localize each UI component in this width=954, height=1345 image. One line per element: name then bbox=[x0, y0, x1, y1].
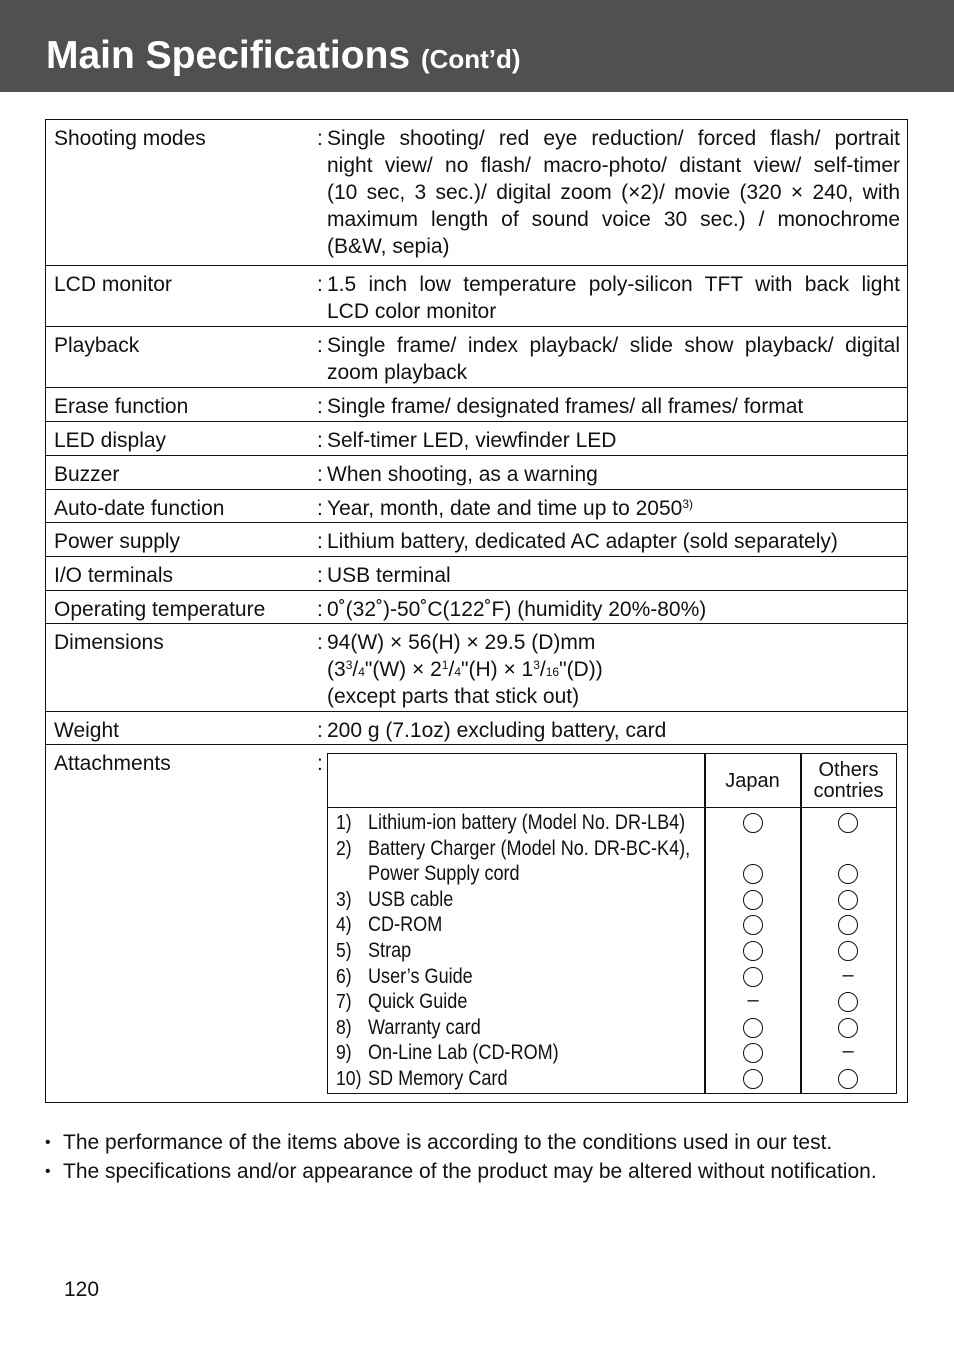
spec-label: Attachments bbox=[54, 752, 171, 775]
spec-colon: : bbox=[317, 564, 323, 587]
spec-value-line: (B&W, sepia) bbox=[327, 235, 450, 258]
japan-availability-mark bbox=[743, 864, 763, 884]
item-name: CD-ROM bbox=[368, 913, 443, 937]
spec-value-line: night view/ no flash/ macro-photo/ distant view/ self-timer bbox=[327, 154, 900, 177]
dim-slash: / bbox=[539, 658, 546, 681]
attachment-item bbox=[328, 836, 896, 862]
japan-availability-mark bbox=[743, 1018, 763, 1038]
item-name: Strap bbox=[368, 939, 412, 962]
item-name: Power Supply cord bbox=[368, 862, 520, 886]
spec-value-text: Year, month, date and time up to 2050 bbox=[327, 497, 683, 520]
japan-availability-mark bbox=[743, 890, 763, 910]
attachment-item bbox=[328, 938, 896, 964]
item-number: 7) bbox=[336, 991, 352, 1014]
dim-slash: / bbox=[448, 658, 455, 681]
note-item bbox=[45, 1128, 908, 1157]
item-number: 10) bbox=[336, 1068, 362, 1090]
spec-colon: : bbox=[317, 127, 323, 150]
footnotes bbox=[45, 1128, 908, 1186]
spec-value-line: Single shooting/ red eye reduction/ forced flash/ portrait bbox=[327, 127, 900, 150]
spec-row-erase-function bbox=[46, 388, 907, 422]
others-availability-mark bbox=[838, 839, 858, 859]
spec-colon: : bbox=[317, 598, 323, 621]
spec-value: When shooting, as a warning bbox=[327, 463, 598, 486]
specifications-table bbox=[45, 119, 908, 1103]
spec-colon: : bbox=[317, 334, 323, 357]
item-name: Lithium-ion battery (Model No. DR-LB4) bbox=[368, 811, 686, 834]
spec-label: Power supply bbox=[54, 530, 181, 553]
item-number: 5) bbox=[336, 940, 352, 962]
spec-value-line: maximum length of sound voice 30 sec.) / monochrome bbox=[327, 208, 900, 231]
spec-label: Buzzer bbox=[54, 463, 120, 486]
spec-value: Single frame/ designated frames/ all frames/ format bbox=[327, 395, 804, 418]
spec-value bbox=[327, 332, 900, 386]
column-header-others: Others contries bbox=[813, 759, 884, 802]
item-name: Quick Guide bbox=[368, 990, 468, 1014]
japan-availability-mark bbox=[743, 813, 763, 833]
item-name: SD Memory Card bbox=[368, 1067, 508, 1090]
item-name: Warranty card bbox=[368, 1015, 481, 1039]
dimensions-inches-line bbox=[327, 656, 900, 683]
item-number: 9) bbox=[336, 1042, 352, 1065]
spec-label: Shooting modes bbox=[54, 127, 206, 150]
spec-colon: : bbox=[317, 429, 323, 452]
dim-slash: / bbox=[352, 658, 359, 681]
japan-availability-mark bbox=[743, 915, 763, 935]
others-availability-mark bbox=[838, 1018, 858, 1038]
attachment-item bbox=[328, 964, 896, 990]
item-name: User’s Guide bbox=[368, 964, 473, 988]
page-number: 120 bbox=[64, 1278, 100, 1301]
japan-availability-mark bbox=[743, 839, 763, 859]
spec-row-power-supply bbox=[46, 523, 907, 557]
dim-text: (3 bbox=[327, 658, 346, 681]
attachment-item bbox=[328, 1015, 896, 1041]
note-text: The specifications and/or appearance of the product may be altered without notification. bbox=[63, 1160, 877, 1183]
spec-value bbox=[327, 495, 900, 522]
japan-availability-mark bbox=[743, 941, 763, 961]
japan-availability-mark bbox=[743, 1069, 763, 1089]
others-availability-mark: – bbox=[842, 963, 854, 986]
spec-row-operating-temperature bbox=[46, 591, 907, 624]
spec-colon: : bbox=[317, 497, 323, 520]
attachment-item bbox=[328, 989, 896, 1015]
dim-text: "(D)) bbox=[559, 658, 603, 681]
others-availability-mark bbox=[838, 941, 858, 961]
others-availability-mark bbox=[838, 864, 858, 884]
spec-label: Dimensions bbox=[54, 631, 164, 654]
spec-colon: : bbox=[317, 395, 323, 418]
dim-denominator: 16 bbox=[545, 665, 560, 679]
spec-value-line: 1.5 inch low temperature poly-silicon TFT with back light bbox=[327, 273, 900, 296]
spec-row-dimensions bbox=[46, 624, 907, 712]
note-item bbox=[45, 1157, 908, 1186]
spec-colon: : bbox=[317, 719, 323, 742]
spec-value: 200 g (7.1oz) excluding battery, card bbox=[327, 719, 667, 742]
item-number: 3) bbox=[336, 888, 352, 911]
japan-availability-mark: – bbox=[747, 989, 759, 1012]
dim-text: "(H) × 1 bbox=[461, 658, 534, 681]
spec-label: I/O terminals bbox=[54, 564, 174, 587]
spec-value bbox=[327, 271, 900, 325]
bullet-icon: • bbox=[45, 1163, 51, 1180]
dim-text: "(W) × 2 bbox=[364, 658, 442, 681]
footnote-ref: 3) bbox=[682, 497, 693, 511]
attachment-item bbox=[328, 887, 896, 913]
spec-row-io-terminals bbox=[46, 557, 907, 591]
item-number: 2) bbox=[336, 837, 352, 860]
others-availability-mark bbox=[838, 890, 858, 910]
spec-value bbox=[327, 629, 900, 710]
dim-numerator: 1 bbox=[441, 658, 449, 672]
spec-value: Self-timer LED, viewfinder LED bbox=[327, 429, 617, 452]
spec-row-weight bbox=[46, 712, 907, 745]
attachment-item bbox=[328, 912, 896, 938]
spec-label: Erase function bbox=[54, 395, 189, 418]
spec-value-line: (except parts that stick out) bbox=[327, 685, 580, 708]
others-availability-mark bbox=[838, 813, 858, 833]
spec-label: LED display bbox=[54, 429, 167, 452]
attachment-item bbox=[328, 1040, 896, 1066]
attachments-header bbox=[328, 754, 896, 808]
spec-value-line: 94(W) × 56(H) × 29.5 (D)mm bbox=[327, 631, 596, 654]
attachment-item bbox=[328, 1066, 896, 1092]
spec-row-attachments bbox=[46, 745, 907, 1102]
spec-label: Operating temperature bbox=[54, 598, 266, 621]
spec-colon: : bbox=[317, 463, 323, 486]
spec-row-shooting-modes bbox=[46, 120, 907, 266]
attachment-item bbox=[328, 861, 896, 887]
spec-row-lcd-monitor bbox=[46, 266, 907, 327]
spec-row-led-display bbox=[46, 422, 907, 456]
bullet-icon: • bbox=[45, 1134, 51, 1151]
spec-label: Weight bbox=[54, 719, 119, 742]
column-header-japan: Japan bbox=[725, 769, 780, 792]
attachments-table bbox=[327, 753, 897, 1094]
title-subtitle: (Cont’d) bbox=[420, 44, 521, 74]
item-name: USB cable bbox=[368, 887, 454, 911]
spec-colon: : bbox=[317, 631, 323, 654]
dim-numerator: 3 bbox=[345, 658, 353, 672]
title-main: Main Specifications bbox=[46, 34, 411, 77]
japan-availability-mark bbox=[743, 1043, 763, 1063]
spec-row-auto-date bbox=[46, 490, 907, 523]
item-number: 1) bbox=[336, 812, 352, 834]
spec-value: USB terminal bbox=[327, 564, 451, 587]
dim-numerator: 3 bbox=[533, 658, 540, 672]
spec-label: LCD monitor bbox=[54, 273, 172, 296]
item-number: 4) bbox=[336, 914, 352, 937]
spec-row-buzzer bbox=[46, 456, 907, 490]
item-number: 8) bbox=[336, 1016, 352, 1039]
japan-availability-mark bbox=[743, 967, 763, 987]
spec-value-line: zoom playback bbox=[327, 361, 468, 384]
spec-colon: : bbox=[317, 752, 323, 775]
others-availability-mark bbox=[838, 915, 858, 935]
item-name: On-Line Lab (CD-ROM) bbox=[368, 1041, 559, 1065]
spec-value-line: LCD color monitor bbox=[327, 300, 497, 323]
others-availability-mark bbox=[838, 992, 858, 1012]
spec-label: Auto-date function bbox=[54, 497, 225, 520]
spec-row-playback bbox=[46, 327, 907, 388]
note-text: The performance of the items above is according to the conditions used in our test. bbox=[63, 1131, 833, 1154]
spec-value bbox=[327, 125, 900, 260]
page-title bbox=[46, 34, 521, 81]
others-availability-mark bbox=[838, 1069, 858, 1089]
spec-label: Playback bbox=[54, 334, 140, 357]
item-number: 6) bbox=[336, 965, 352, 988]
spec-value-line: (10 sec, 3 sec.)/ digital zoom (×2)/ movie (320 × 240, with bbox=[327, 181, 900, 204]
others-availability-mark: – bbox=[842, 1040, 854, 1063]
spec-colon: : bbox=[317, 530, 323, 553]
spec-value-line: Single frame/ index playback/ slide show playback/ digital bbox=[327, 334, 900, 357]
page-header bbox=[0, 0, 954, 92]
spec-value: Lithium battery, dedicated AC adapter (sold separately) bbox=[327, 530, 838, 553]
item-name: Battery Charger (Model No. DR-BC-K4), bbox=[368, 836, 691, 860]
attachment-item bbox=[328, 810, 896, 836]
dim-denominator: 4 bbox=[358, 665, 365, 679]
spec-value: 0˚(32˚)-50˚C(122˚F) (humidity 20%-80%) bbox=[327, 598, 707, 621]
spec-colon: : bbox=[317, 273, 323, 296]
dim-denominator: 4 bbox=[454, 665, 461, 679]
